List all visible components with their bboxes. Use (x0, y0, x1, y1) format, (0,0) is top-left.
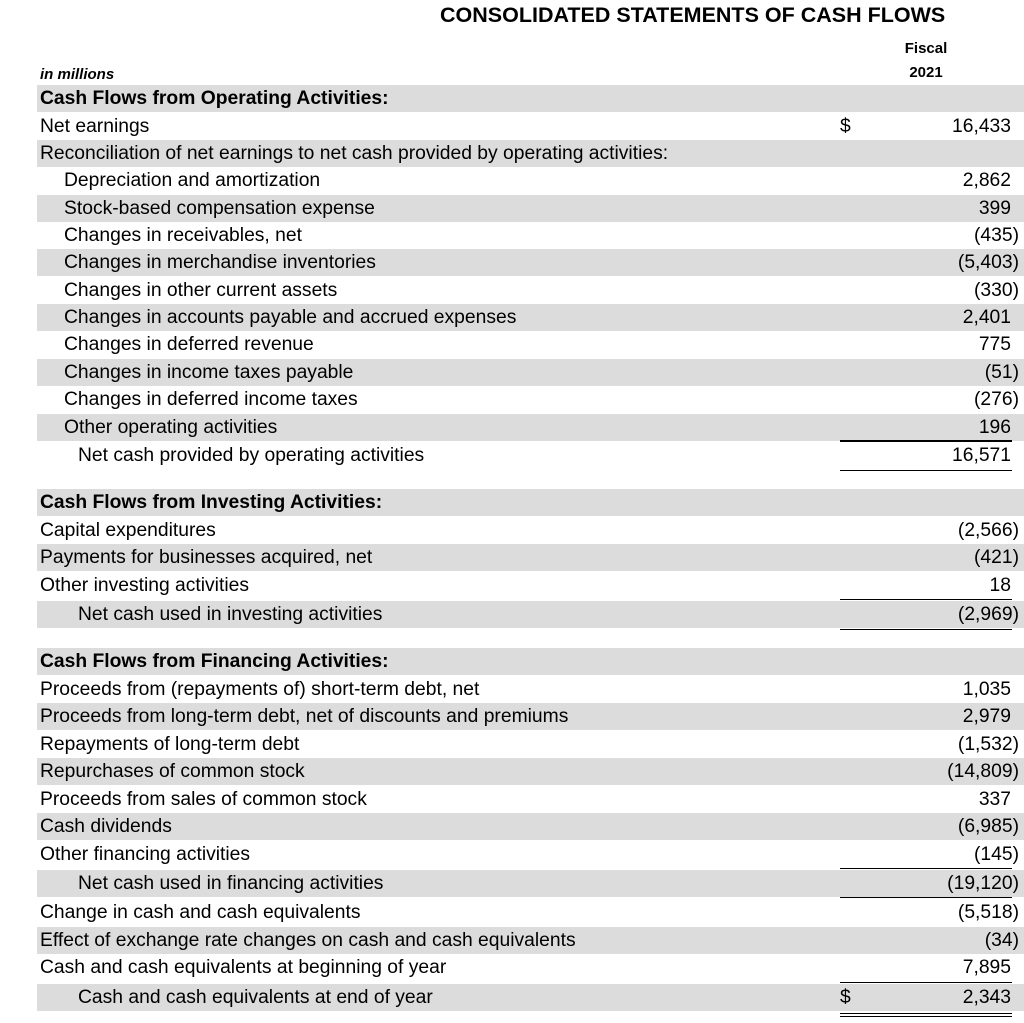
row-label: Changes in income taxes payable (64, 362, 354, 383)
row-value: 337 (978, 789, 1011, 810)
double-rule-bottom (840, 1016, 1012, 1017)
table-row (37, 414, 1024, 441)
row-label: Other financing activities (40, 844, 251, 865)
row-label: Changes in receivables, net (64, 225, 302, 246)
row-label: Proceeds from long-term debt, net of discounts and premiums (40, 706, 569, 727)
total-row (37, 984, 1024, 1011)
row-label: Change in cash and cash equivalents (40, 902, 361, 923)
row-value: 16,433 (952, 116, 1011, 137)
row-value: (6,985) (957, 816, 1019, 837)
row-value: (1,532) (957, 734, 1019, 755)
table-row (37, 786, 1024, 813)
table-row (37, 167, 1024, 194)
row-label: Proceeds from sales of common stock (40, 789, 367, 810)
row-value: 196 (978, 417, 1011, 438)
row-label: Net cash used in financing activities (78, 873, 384, 894)
row-label: Depreciation and amortization (64, 170, 321, 191)
row-label: Proceeds from (repayments of) short-term debt, net (40, 679, 480, 700)
total-rule (840, 629, 1012, 630)
row-label: Effect of exchange rate changes on cash and cash equivalents (40, 930, 576, 951)
row-label: Changes in deferred income taxes (64, 389, 358, 410)
row-label: Net cash used in investing activities (78, 604, 383, 625)
total-row (37, 442, 1024, 469)
row-value: 399 (978, 198, 1011, 219)
double-rule-top (840, 1013, 1012, 1014)
row-value: 16,571 (952, 445, 1011, 466)
total-rule (840, 897, 1012, 898)
row-label: Capital expenditures (40, 520, 216, 541)
statement-title: CONSOLIDATED STATEMENTS OF CASH FLOWS (440, 3, 946, 27)
table-row (37, 841, 1024, 868)
table-row (37, 758, 1024, 785)
column-header-fiscal: Fiscal (904, 40, 948, 57)
row-label: Changes in deferred revenue (64, 334, 314, 355)
row-label: Net earnings (40, 116, 150, 137)
row-label: Stock-based compensation expense (64, 198, 375, 219)
table-row (37, 331, 1024, 358)
row-value: (34) (984, 930, 1019, 951)
row-label: Other operating activities (64, 417, 278, 438)
row-value: 2,862 (962, 170, 1011, 191)
row-value: (2,969) (957, 604, 1019, 625)
row-value: (276) (973, 389, 1019, 410)
units-label: in millions (40, 66, 115, 83)
table-row (37, 954, 1024, 981)
row-value: (14,809) (947, 761, 1019, 782)
table-row (37, 572, 1024, 599)
row-value: 2,979 (962, 706, 1011, 727)
row-label: Repayments of long-term debt (40, 734, 300, 755)
subtotal-rule (840, 868, 1012, 869)
row-label: Cash dividends (40, 816, 172, 837)
subtotal-rule (840, 599, 1012, 600)
table-row (37, 195, 1024, 222)
row-value: 2,343 (962, 987, 1011, 1008)
section-heading: Cash Flows from Financing Activities: (40, 651, 389, 672)
row-value: (330) (973, 280, 1019, 301)
row-value: (5,518) (957, 902, 1019, 923)
row-value: 775 (978, 334, 1011, 355)
row-value: (145) (973, 844, 1019, 865)
currency-symbol: $ (840, 116, 851, 137)
table-row (37, 249, 1024, 276)
row-value: (5,403) (957, 252, 1019, 273)
row-label: Repurchases of common stock (40, 761, 305, 782)
row-value: 2,401 (962, 307, 1011, 328)
table-row (37, 277, 1024, 304)
row-label: Changes in other current assets (64, 280, 338, 301)
section-heading-row (37, 85, 1024, 112)
table-row (37, 544, 1024, 571)
row-label: Other investing activities (40, 575, 249, 596)
section-heading: Cash Flows from Investing Activities: (40, 492, 383, 513)
row-label: Changes in accounts payable and accrued expenses (64, 307, 517, 328)
section-heading-row (37, 489, 1024, 516)
row-value: (421) (973, 547, 1019, 568)
row-value: (2,566) (957, 520, 1019, 541)
row-label: Payments for businesses acquired, net (40, 547, 373, 568)
table-row (37, 140, 1024, 167)
row-value: (19,120) (947, 873, 1019, 894)
table-row (37, 304, 1024, 331)
column-header-year: 2021 (909, 64, 943, 81)
currency-symbol: $ (840, 987, 851, 1008)
section-heading-row (37, 648, 1024, 675)
row-label: Reconciliation of net earnings to net cash provided by operating activities: (40, 143, 669, 164)
total-row (37, 870, 1024, 897)
table-row (37, 386, 1024, 413)
row-label: Cash and cash equivalents at beginning of year (40, 957, 447, 978)
row-value: 18 (989, 575, 1011, 596)
table-row (37, 517, 1024, 544)
subtotal-rule (840, 982, 1012, 983)
total-rule (840, 470, 1012, 471)
section-heading: Cash Flows from Operating Activities: (40, 88, 389, 109)
row-label: Cash and cash equivalents at end of year (78, 987, 433, 1008)
table-row (37, 113, 1024, 140)
table-row (37, 731, 1024, 758)
row-value: 7,895 (962, 957, 1011, 978)
table-row (37, 899, 1024, 926)
row-value: 1,035 (962, 679, 1011, 700)
row-label: Net cash provided by operating activities (78, 445, 425, 466)
row-value: (51) (984, 362, 1019, 383)
table-row (37, 222, 1024, 249)
table-row (37, 359, 1024, 386)
table-row (37, 927, 1024, 954)
table-row (37, 703, 1024, 730)
table-row (37, 676, 1024, 703)
total-row (37, 601, 1024, 628)
row-value: (435) (973, 225, 1019, 246)
table-row (37, 813, 1024, 840)
row-label: Changes in merchandise inventories (64, 252, 376, 273)
